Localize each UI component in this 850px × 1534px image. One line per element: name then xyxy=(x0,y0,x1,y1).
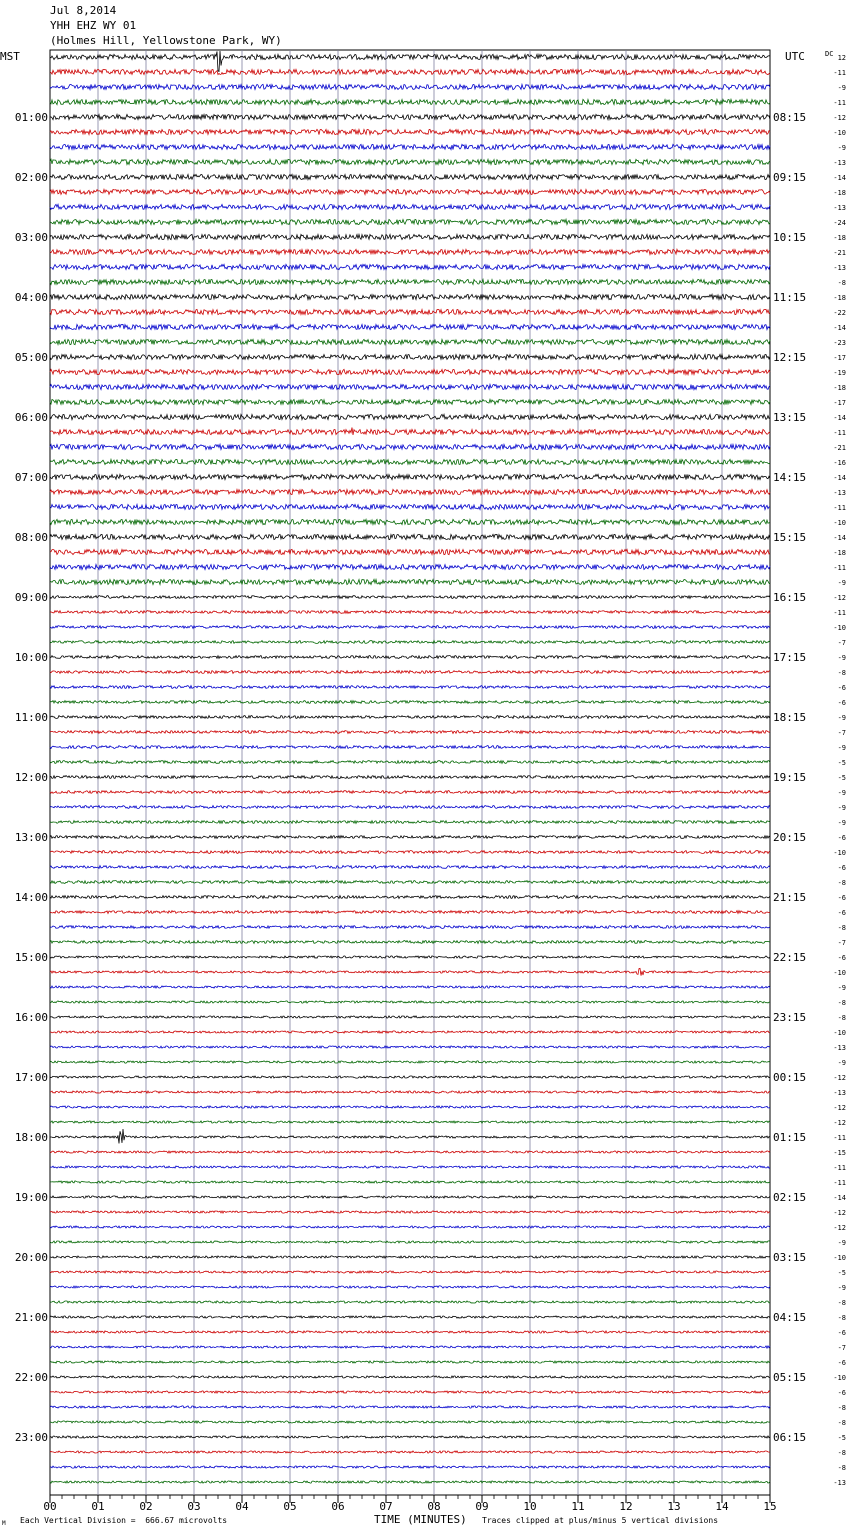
dc-offset-value: -10 xyxy=(833,129,846,137)
left-hour-label: 19:00 xyxy=(14,1191,48,1204)
trace-row-7 xyxy=(50,159,770,164)
trace-row-16 xyxy=(50,294,770,299)
trace-row-55 xyxy=(50,881,770,884)
trace-row-4 xyxy=(50,114,770,119)
dc-offset-value: -8 xyxy=(837,1299,846,1307)
trace-row-90 xyxy=(50,1406,770,1408)
dc-offset-value: -8 xyxy=(837,924,846,932)
trace-row-29 xyxy=(50,489,770,494)
x-tick-label: 04 xyxy=(235,1500,249,1513)
trace-row-66 xyxy=(50,1046,770,1048)
dc-offset-value: -6 xyxy=(837,1359,846,1367)
dc-offset-value: -9 xyxy=(837,84,846,92)
x-tick-label: 14 xyxy=(715,1500,729,1513)
trace-row-21 xyxy=(50,369,770,374)
dc-offset-value: -10 xyxy=(833,849,846,857)
dc-offset-value: -14 xyxy=(833,324,846,332)
dc-offset-value: -9 xyxy=(837,654,846,662)
dc-offset-value: -15 xyxy=(833,1149,846,1157)
dc-offset-value: -10 xyxy=(833,1254,846,1262)
right-hour-label: 22:15 xyxy=(773,951,807,964)
trace-row-65 xyxy=(50,1031,770,1033)
right-hour-label: 03:15 xyxy=(773,1251,807,1264)
dc-offset-value: -9 xyxy=(837,1239,846,1247)
dc-offset-value: -18 xyxy=(833,384,846,392)
dc-offset-value: -8 xyxy=(837,279,846,287)
dc-offset-value: -16 xyxy=(833,459,846,467)
x-tick-label: 03 xyxy=(187,1500,201,1513)
right-hour-label: 10:15 xyxy=(773,231,807,244)
trace-row-1 xyxy=(50,69,770,74)
right-hour-label: 12:15 xyxy=(773,351,807,364)
trace-row-42 xyxy=(50,686,770,689)
trace-row-78 xyxy=(50,1226,770,1228)
trace-row-68 xyxy=(50,1076,770,1078)
dc-offset-value: -13 xyxy=(833,489,846,497)
trace-row-73 xyxy=(50,1151,770,1153)
dc-offset-value: -7 xyxy=(837,639,846,647)
dc-offset-value: -11 xyxy=(833,504,846,512)
trace-row-89 xyxy=(50,1391,770,1393)
trace-group xyxy=(50,51,770,1483)
dc-offset-value: -8 xyxy=(837,999,846,1007)
trace-row-25 xyxy=(50,428,770,435)
trace-row-38 xyxy=(50,626,770,629)
dc-offset-value: -19 xyxy=(833,369,846,377)
trace-row-57 xyxy=(50,911,770,914)
dc-offset-value: -9 xyxy=(837,804,846,812)
trace-row-44 xyxy=(50,716,770,719)
trace-row-93 xyxy=(50,1451,770,1453)
left-hour-label: 10:00 xyxy=(14,651,48,664)
dc-offset-value: -21 xyxy=(833,444,846,452)
trace-row-11 xyxy=(50,219,770,224)
x-tick-label: 06 xyxy=(331,1500,345,1513)
left-hour-label: 23:00 xyxy=(14,1431,48,1444)
station-location: (Holmes Hill, Yellowstone Park, WY) xyxy=(50,34,282,47)
dc-offset-value: -10 xyxy=(833,969,846,977)
trace-row-85 xyxy=(50,1331,770,1333)
trace-row-95 xyxy=(50,1481,770,1483)
dc-offset-value: -13 xyxy=(833,204,846,212)
dc-offset-value: -8 xyxy=(837,1404,846,1412)
dc-offset-value: -14 xyxy=(833,1194,846,1202)
trace-row-80 xyxy=(50,1256,770,1258)
dc-offset-value: -8 xyxy=(837,1464,846,1472)
trace-row-43 xyxy=(50,701,770,704)
trace-row-34 xyxy=(50,564,770,569)
x-tick-label: 10 xyxy=(523,1500,537,1513)
trace-row-47 xyxy=(50,761,770,764)
trace-row-32 xyxy=(50,534,770,539)
trace-row-58 xyxy=(50,926,770,929)
trace-row-8 xyxy=(50,174,770,179)
right-hour-label: 20:15 xyxy=(773,831,807,844)
trace-row-9 xyxy=(50,189,770,194)
dc-offset-value: -9 xyxy=(837,789,846,797)
dc-offset-value: -12 xyxy=(833,114,846,122)
x-axis-title: TIME (MINUTES) xyxy=(374,1513,467,1526)
trace-row-24 xyxy=(50,414,770,419)
dc-offset-value: -11 xyxy=(833,1164,846,1172)
trace-row-36 xyxy=(50,596,770,599)
dc-offset-value: -17 xyxy=(833,354,846,362)
trace-row-22 xyxy=(50,384,770,389)
trace-row-82 xyxy=(50,1286,770,1288)
trace-row-84 xyxy=(50,1316,770,1318)
dc-offset-value: -6 xyxy=(837,1329,846,1337)
right-hour-label: 18:15 xyxy=(773,711,807,724)
dc-offset-value: -6 xyxy=(837,864,846,872)
dc-offset-value: -9 xyxy=(837,144,846,152)
trace-row-0 xyxy=(50,51,770,72)
dc-offset-value: -12 xyxy=(833,594,846,602)
trace-row-27 xyxy=(50,459,770,464)
dc-offset-value: -8 xyxy=(837,1419,846,1427)
dc-offset-value: -6 xyxy=(837,684,846,692)
dc-offset-value: -9 xyxy=(837,984,846,992)
trace-row-14 xyxy=(50,264,770,269)
dc-offset-value: -9 xyxy=(837,819,846,827)
trace-row-39 xyxy=(50,641,770,644)
right-hour-label: 11:15 xyxy=(773,291,807,304)
dc-offset-value: -14 xyxy=(833,534,846,542)
trace-row-56 xyxy=(50,896,770,899)
dc-offset-value: -8 xyxy=(837,1014,846,1022)
left-hour-label: 20:00 xyxy=(14,1251,48,1264)
trace-row-17 xyxy=(50,309,770,314)
dc-offset-value: -11 xyxy=(833,429,846,437)
right-hour-label: 02:15 xyxy=(773,1191,807,1204)
corner-mark: M xyxy=(2,1520,6,1527)
trace-row-45 xyxy=(50,731,770,734)
right-hour-label: 16:15 xyxy=(773,591,807,604)
dc-offset-value: -9 xyxy=(837,744,846,752)
trace-row-76 xyxy=(50,1196,770,1198)
dc-offset-value: -6 xyxy=(837,954,846,962)
trace-row-18 xyxy=(50,324,770,329)
left-timezone-label: MST xyxy=(0,50,20,63)
trace-row-86 xyxy=(50,1346,770,1348)
right-hour-label: 21:15 xyxy=(773,891,807,904)
x-tick-label: 07 xyxy=(379,1500,393,1513)
dc-offset-value: -12 xyxy=(833,1074,846,1082)
dc-offset-value: -8 xyxy=(837,1449,846,1457)
dc-offset-value: -6 xyxy=(837,909,846,917)
dc-offset-value: -17 xyxy=(833,399,846,407)
dc-offset-value: -10 xyxy=(833,1029,846,1037)
right-hour-label: 13:15 xyxy=(773,411,807,424)
x-tick-label: 08 xyxy=(427,1500,441,1513)
dc-offset-value: -9 xyxy=(837,579,846,587)
dc-offset-value: -10 xyxy=(833,519,846,527)
left-hour-label: 05:00 xyxy=(14,351,48,364)
dc-offset-value: -6 xyxy=(837,1389,846,1397)
trace-row-79 xyxy=(50,1241,770,1243)
trace-row-37 xyxy=(50,611,770,614)
dc-offset-value: -13 xyxy=(833,1089,846,1097)
left-hour-label: 08:00 xyxy=(14,531,48,544)
dc-offset-value: -12 xyxy=(833,1224,846,1232)
dc-offset-value: 12 xyxy=(837,54,846,62)
left-hour-label: 11:00 xyxy=(14,711,48,724)
right-hour-label: 00:15 xyxy=(773,1071,807,1084)
trace-row-49 xyxy=(50,791,770,794)
right-hour-label: 08:15 xyxy=(773,111,807,124)
trace-row-30 xyxy=(50,504,770,509)
dc-offset-value: -8 xyxy=(837,669,846,677)
x-tick-label: 00 xyxy=(43,1500,57,1513)
dc-offset-value: -18 xyxy=(833,549,846,557)
trace-row-35 xyxy=(50,579,770,584)
scale-note: Each Vertical Division = 666.67 microvolts xyxy=(20,1516,228,1525)
trace-row-33 xyxy=(50,549,770,554)
trace-row-87 xyxy=(50,1361,770,1363)
dc-offset-value: -5 xyxy=(837,1434,846,1442)
dc-offset-value: -21 xyxy=(833,249,846,257)
trace-row-94 xyxy=(50,1466,770,1468)
right-hour-label: 06:15 xyxy=(773,1431,807,1444)
dc-offset-value: -11 xyxy=(833,564,846,572)
trace-row-81 xyxy=(50,1271,770,1273)
trace-row-31 xyxy=(50,519,770,524)
dc-offset-value: -5 xyxy=(837,774,846,782)
right-timezone-label: UTC xyxy=(785,50,805,63)
left-hour-label: 18:00 xyxy=(14,1131,48,1144)
trace-row-28 xyxy=(50,474,770,479)
x-tick-label: 01 xyxy=(91,1500,105,1513)
x-tick-label: 11 xyxy=(571,1500,585,1513)
trace-row-70 xyxy=(50,1106,770,1108)
dc-offset-value: -11 xyxy=(833,99,846,107)
trace-row-20 xyxy=(50,354,770,359)
dc-offset-value: -10 xyxy=(833,1374,846,1382)
dc-offset-value: -18 xyxy=(833,189,846,197)
trace-row-46 xyxy=(50,746,770,749)
left-hour-label: 03:00 xyxy=(14,231,48,244)
left-hour-label: 02:00 xyxy=(14,171,48,184)
plot-date: Jul 8,2014 xyxy=(50,4,117,17)
trace-row-10 xyxy=(50,204,770,209)
trace-row-13 xyxy=(50,249,770,254)
dc-offset-value: -5 xyxy=(837,759,846,767)
dc-offset-value: -8 xyxy=(837,1314,846,1322)
right-hour-label: 05:15 xyxy=(773,1371,807,1384)
trace-row-59 xyxy=(50,941,770,944)
right-hour-label: 23:15 xyxy=(773,1011,807,1024)
dc-offset-value: -7 xyxy=(837,729,846,737)
x-tick-label: 02 xyxy=(139,1500,153,1513)
time-axis xyxy=(43,1495,776,1513)
trace-row-40 xyxy=(50,656,770,659)
dc-offset-value: -23 xyxy=(833,339,846,347)
trace-row-74 xyxy=(50,1166,770,1168)
dc-offset-value: -12 xyxy=(833,1104,846,1112)
trace-row-69 xyxy=(50,1091,770,1093)
dc-offset-value: -11 xyxy=(833,1134,846,1142)
trace-row-72 xyxy=(50,1129,770,1144)
station-code: YHH EHZ WY 01 xyxy=(50,19,137,32)
trace-row-5 xyxy=(50,129,770,134)
trace-row-91 xyxy=(50,1421,770,1423)
right-hour-label: 17:15 xyxy=(773,651,807,664)
trace-row-50 xyxy=(50,806,770,809)
trace-row-71 xyxy=(50,1121,770,1123)
dc-offset-value: -22 xyxy=(833,309,846,317)
dc-offset-value: -9 xyxy=(837,1284,846,1292)
trace-row-26 xyxy=(50,444,770,449)
x-tick-label: 12 xyxy=(619,1500,633,1513)
right-hour-label: 19:15 xyxy=(773,771,807,784)
dc-offset-value: -7 xyxy=(837,1344,846,1352)
clip-note: Traces clipped at plus/minus 5 vertical divisions xyxy=(482,1516,719,1525)
dc-offset-value: -6 xyxy=(837,834,846,842)
trace-row-62 xyxy=(50,986,770,988)
trace-row-77 xyxy=(50,1211,770,1213)
trace-row-60 xyxy=(50,956,770,958)
right-hour-label: 01:15 xyxy=(773,1131,807,1144)
dc-offset-value: -11 xyxy=(833,1179,846,1187)
left-hour-label: 22:00 xyxy=(14,1371,48,1384)
trace-row-53 xyxy=(50,851,770,854)
right-hour-label: 04:15 xyxy=(773,1311,807,1324)
trace-row-61 xyxy=(50,968,770,975)
trace-row-75 xyxy=(50,1181,770,1183)
trace-row-41 xyxy=(50,671,770,674)
dc-offset-value: -18 xyxy=(833,294,846,302)
trace-row-83 xyxy=(50,1301,770,1303)
left-hour-label: 01:00 xyxy=(14,111,48,124)
dc-offset-value: -14 xyxy=(833,474,846,482)
trace-row-3 xyxy=(50,99,770,104)
dc-offset-value: -12 xyxy=(833,1119,846,1127)
trace-row-64 xyxy=(50,1016,770,1018)
left-hour-label: 21:00 xyxy=(14,1311,48,1324)
dc-offset-value: -9 xyxy=(837,714,846,722)
left-hour-label: 15:00 xyxy=(14,951,48,964)
dc-offset-value: -10 xyxy=(833,624,846,632)
trace-row-54 xyxy=(50,866,770,869)
trace-row-12 xyxy=(50,234,770,239)
left-hour-label: 16:00 xyxy=(14,1011,48,1024)
x-tick-label: 05 xyxy=(283,1500,297,1513)
dc-offset-value: -24 xyxy=(833,219,846,227)
dc-offset-value: -13 xyxy=(833,1479,846,1487)
left-hour-label: 13:00 xyxy=(14,831,48,844)
dc-offset-value: -6 xyxy=(837,894,846,902)
trace-row-23 xyxy=(50,399,770,404)
dc-offset-value: -12 xyxy=(833,1209,846,1217)
trace-row-2 xyxy=(50,84,770,89)
dc-offset-value: -13 xyxy=(833,264,846,272)
dc-offset-value: -14 xyxy=(833,414,846,422)
dc-offset-value: -14 xyxy=(833,174,846,182)
trace-row-51 xyxy=(50,821,770,824)
right-hour-label: 14:15 xyxy=(773,471,807,484)
trace-row-67 xyxy=(50,1061,770,1063)
dc-offset-value: -6 xyxy=(837,699,846,707)
right-hour-label: 15:15 xyxy=(773,531,807,544)
trace-row-52 xyxy=(50,836,770,839)
trace-row-48 xyxy=(50,776,770,779)
trace-row-63 xyxy=(50,1001,770,1003)
left-hour-label: 12:00 xyxy=(14,771,48,784)
dc-offset-value: -7 xyxy=(837,939,846,947)
left-hour-label: 14:00 xyxy=(14,891,48,904)
trace-row-88 xyxy=(50,1376,770,1378)
x-tick-label: 15 xyxy=(763,1500,777,1513)
dc-offset-value: -13 xyxy=(833,1044,846,1052)
x-tick-label: 09 xyxy=(475,1500,489,1513)
trace-row-15 xyxy=(50,279,770,284)
left-hour-label: 06:00 xyxy=(14,411,48,424)
dc-offset-value: -11 xyxy=(833,69,846,77)
left-hour-label: 07:00 xyxy=(14,471,48,484)
left-hour-label: 17:00 xyxy=(14,1071,48,1084)
left-hour-label: 04:00 xyxy=(14,291,48,304)
left-hour-label: 09:00 xyxy=(14,591,48,604)
dc-offset-value: -8 xyxy=(837,879,846,887)
right-hour-label: 09:15 xyxy=(773,171,807,184)
dc-offset-value: -11 xyxy=(833,609,846,617)
dc-offset-value: -13 xyxy=(833,159,846,167)
trace-row-6 xyxy=(50,144,770,149)
dc-offset-value: -18 xyxy=(833,234,846,242)
x-tick-label: 13 xyxy=(667,1500,681,1513)
dc-offset-value: -9 xyxy=(837,1059,846,1067)
trace-row-19 xyxy=(50,339,770,344)
dc-offset-label: DC xyxy=(825,50,834,58)
dc-offset-value: -5 xyxy=(837,1269,846,1277)
trace-row-92 xyxy=(50,1436,770,1438)
